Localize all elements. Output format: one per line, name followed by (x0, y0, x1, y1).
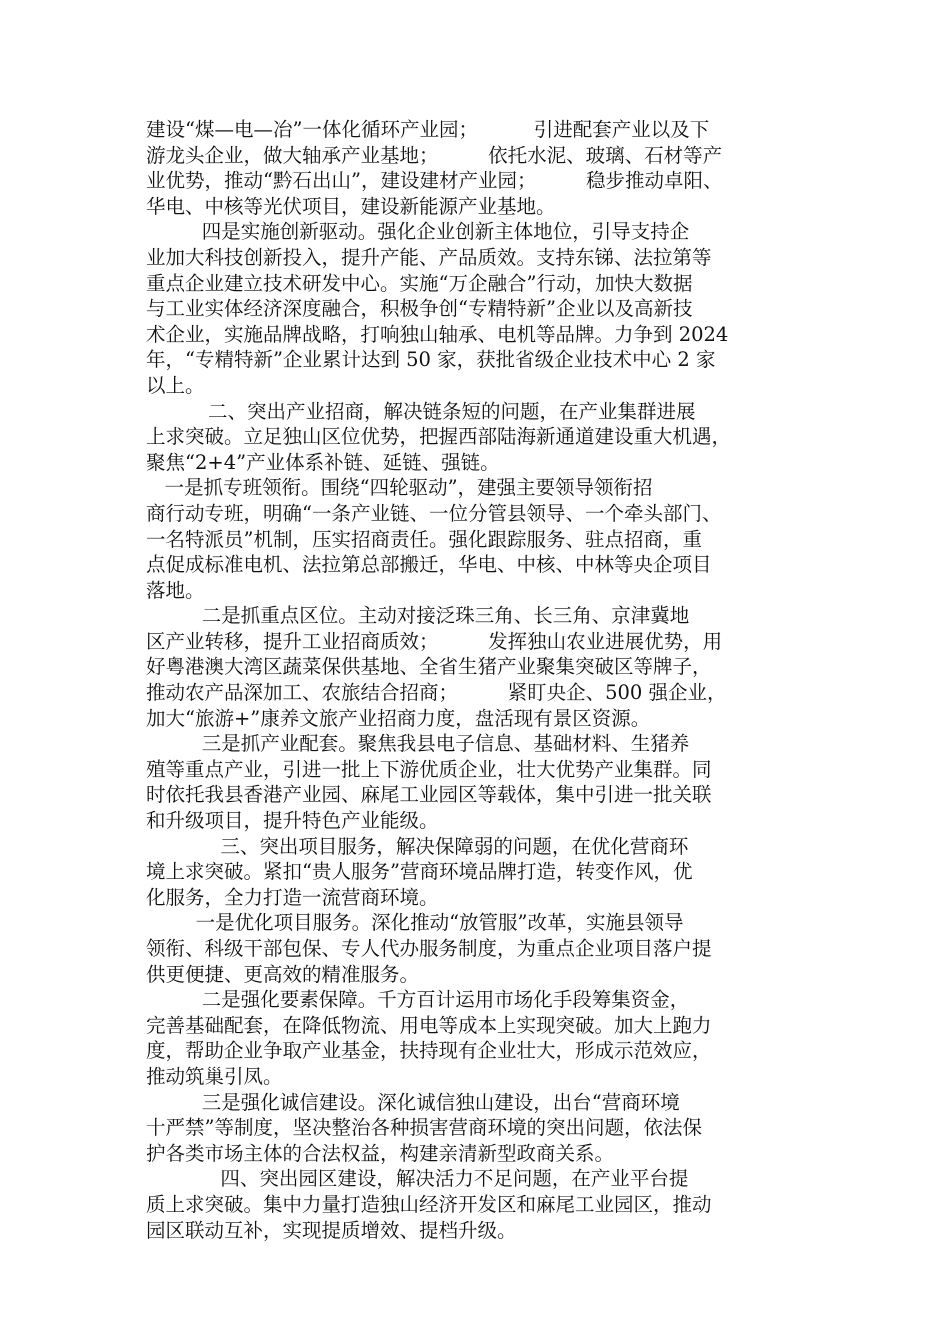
text-line: 领衔、科级干部包保、专人代办服务制度，为重点企业项目落户提 (146, 937, 712, 960)
text-line: 化服务，全力打造一流营商环境。 (146, 885, 439, 909)
text-line: 商行动专班，明确“一条产业链、一位分管县领导、一个牵头部门、 (146, 501, 722, 525)
text-line: 二、突出产业招商，解决链条短的问题，在产业集群进展 (146, 399, 696, 423)
text-line: 术企业，实施品牌战略，打响独山轴承、电机等品牌。力争到 2024 (146, 322, 729, 346)
text-line: 好粤港澳大湾区蔬菜保供基地、全省生猪产业聚集突破区等牌子， (146, 655, 712, 679)
text-line: 和升级项目，提升特色产业能级。 (146, 809, 439, 833)
text-line: 游龙头企业，做大轴承产业基地； 依托水泥、玻璃、石材等产 (146, 143, 723, 167)
text-line: 建设“煤—电—冶”一体化循环产业园； 引进配套产业以及下 (146, 118, 710, 141)
text-line: 四是实施创新驱动。强化企业创新主体地位，引导支持企 (146, 220, 690, 244)
text-line: 二是抓重点区位。主动对接泛珠三角、长三角、京津冀地 (146, 604, 690, 628)
text-line: 推动农产品深加工、农旅结合招商； 紧盯央企、500 强企业， (146, 681, 727, 705)
body-text (146, 117, 820, 1243)
text-line: 业加大科技创新投入，提升产能、产品质效。支持东锑、法拉第等 (146, 245, 712, 269)
text-line: 境上求突破。紧扣“贵人服务”营商环境品牌打造，转变作风，优 (146, 860, 693, 884)
text-line: 园区联动互补，实现提质增效、提档升级。 (146, 1218, 517, 1242)
text-line: 业优势，推动“黔石出山”，建设建材产业园； 稳步推动卓阳、 (146, 169, 723, 193)
text-line: 区产业转移，提升工业招商质效； 发挥独山农业进展优势，用 (146, 629, 723, 653)
text-line: 时依托我县香港产业园、麻尾工业园区等载体，集中引进一批关联 (146, 783, 712, 807)
text-line: 十严禁”等制度，坚决整治各种损害营商环境的突出问题，依法保 (146, 1116, 702, 1140)
text-line: 质上求突破。集中力量打造独山经济开发区和麻尾工业园区，推动 (146, 1192, 712, 1216)
text-line: 一名特派员”机制，压实招商责任。强化跟踪服务、驻点招商，重 (146, 527, 702, 551)
text-line: 四、突出园区建设，解决活力不足问题，在产业平台提 (146, 1167, 689, 1191)
text-line: 与工业实体经济深度融合，积极争创“专精特新”企业以及高新技 (146, 297, 693, 321)
text-line: 护各类市场主体的合法权益，构建亲清新型政商关系。 (146, 1141, 615, 1165)
text-line: 重点企业建立技术研发中心。实施“万企融合”行动，加快大数据 (146, 271, 693, 295)
text-line: 华电、中核等光伏项目，建设新能源产业基地。 (146, 194, 556, 218)
text-line: 二是强化要素保障。千方百计运用市场化手段筹集资金， (146, 988, 690, 1012)
text-line: 三是强化诚信建设。深化诚信独山建设，出台“营商环境 (146, 1090, 680, 1114)
text-line: 供更便捷、更高效的精准服务。 (146, 962, 420, 986)
text-line: 度，帮助企业争取产业基金，扶持现有企业壮大，形成示范效应， (146, 1039, 712, 1063)
text-line: 一是优化项目服务。深化推动“放管服”改革，实施县领导 (146, 911, 684, 935)
text-line: 加大“旅游+”康养文旅产业招商力度，盘活现有景区资源。 (146, 706, 651, 730)
text-line: 一是抓专班领衔。围绕“四轮驱动”，建强主要领导领衔招 (146, 476, 653, 500)
text-line: 推动筑巢引凤。 (146, 1064, 283, 1088)
text-line: 上求突破。立足独山区位优势，把握西部陆海新通道建设重大机遇， (146, 425, 732, 449)
text-line: 聚焦“2+4”产业体系补链、延链、强链。 (146, 450, 500, 474)
text-line: 以上。 (146, 373, 205, 397)
text-line: 落地。 (146, 578, 205, 602)
text-line: 殖等重点产业，引进一批上下游优质企业，壮大优势产业集群。同 (146, 757, 712, 781)
text-line: 三、突出项目服务，解决保障弱的问题，在优化营商环 (146, 834, 689, 858)
text-line: 三是抓产业配套。聚焦我县电子信息、基础材料、生猪养 (146, 732, 690, 756)
text-line: 年，“专精特新”企业累计达到 50 家，获批省级企业技术中心 2 家 (146, 348, 716, 372)
text-line: 点促成标准电机、法拉第总部搬迁，华电、中核、中林等央企项目 (146, 553, 712, 577)
text-line: 完善基础配套，在降低物流、用电等成本上实现突破。加大上跑力 (146, 1013, 712, 1037)
